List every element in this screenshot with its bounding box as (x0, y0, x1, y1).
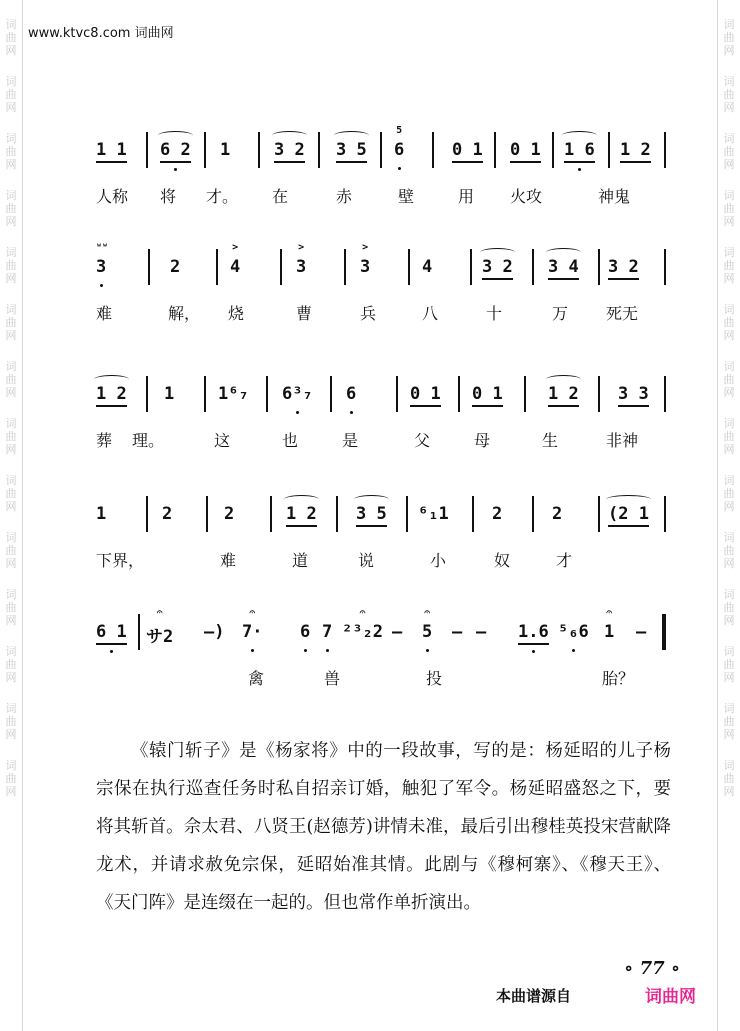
lyric-text: 用 (458, 187, 475, 206)
note-group (224, 504, 234, 524)
score-line (96, 372, 666, 464)
note-group (548, 257, 579, 280)
note-text: 3 (96, 257, 107, 277)
watermark-text: 词 曲 网 (723, 18, 735, 57)
note-group (220, 140, 230, 160)
watermark-text: 词 曲 网 (5, 474, 17, 513)
note-group (96, 242, 109, 277)
barline (664, 249, 666, 285)
barline (146, 132, 148, 168)
octave-dot-below (398, 167, 401, 170)
octave-dot-below (350, 411, 353, 414)
note-group (510, 140, 541, 163)
lyric-text: 难 (220, 551, 237, 570)
lyric-text: 八 (422, 304, 439, 323)
barline (258, 132, 260, 168)
lyric-text: 禽 (248, 669, 265, 688)
note-text: 6 (300, 622, 311, 642)
note-group (274, 140, 305, 163)
lyric-text: 说 (358, 551, 375, 570)
barline (494, 132, 496, 168)
notation-row (96, 372, 666, 412)
note-group (336, 140, 367, 163)
ornament-mark: 𝄐 (606, 607, 612, 618)
watermark-text: 词 曲 网 (5, 189, 17, 228)
right-watermark-strip (717, 0, 740, 1031)
note-text: 2 (552, 504, 563, 524)
note-text: 1 6 (564, 140, 595, 160)
watermark-text: 词 曲 网 (723, 531, 735, 570)
slur-mark (334, 131, 369, 140)
note-text: – (476, 622, 487, 642)
note-text: – (392, 622, 403, 642)
note-text: 1⁶₇ (218, 384, 249, 404)
ornament-mark: ʷʷ (96, 242, 109, 253)
lyric-text: 兽 (324, 669, 341, 688)
note-text: 7· (242, 622, 263, 642)
octave-dot-below (296, 411, 299, 414)
note-group (558, 622, 589, 642)
lyric-text: 下界， (96, 551, 145, 570)
note-text: 1 1 (96, 140, 127, 160)
note-text: (2 1 (608, 504, 649, 524)
barline (146, 496, 148, 532)
note-group (230, 242, 241, 277)
barline (336, 496, 338, 532)
ornament-mark: 𝄐 (359, 607, 366, 618)
notation-row (96, 607, 666, 650)
octave-dot-below (426, 649, 429, 652)
barline (598, 376, 600, 412)
watermark-text: 词 曲 网 (5, 417, 17, 456)
watermark-text: 词 曲 网 (5, 531, 17, 570)
lyric-text: 父 (414, 431, 431, 450)
watermark-text: 词 曲 网 (723, 759, 735, 798)
note-group (360, 242, 371, 277)
lyric-text: 万 (552, 304, 569, 323)
note-text: 1 2 (286, 504, 317, 524)
note-group (482, 257, 513, 280)
score-line (96, 607, 666, 702)
barline (396, 376, 398, 412)
barline (532, 496, 534, 532)
note-text: 3 5 (336, 140, 367, 160)
note-text: 3 5 (356, 504, 387, 524)
note-text: 6 1 (96, 622, 127, 642)
ornament-mark: > (298, 242, 305, 253)
octave-dot-below (100, 284, 103, 287)
note-group (422, 607, 433, 642)
note-text: 3 2 (608, 257, 639, 277)
slur-mark (354, 495, 389, 504)
note-group (608, 257, 639, 280)
watermark-text: 词 曲 网 (723, 132, 735, 171)
note-group (346, 384, 356, 404)
barline (524, 376, 526, 412)
note-text: 2 (162, 504, 173, 524)
site-url[interactable]: www.ktvc8.com 词曲网 (28, 26, 174, 41)
lyric-text: 兵 (360, 304, 377, 323)
note-text: 1 (164, 384, 175, 404)
slur-mark (480, 248, 515, 257)
note-text: ⁵₆6 (558, 622, 589, 642)
barline (330, 376, 332, 412)
note-group (96, 504, 106, 524)
barline (598, 249, 600, 285)
lyric-text: 胎？ (602, 669, 635, 688)
note-group (620, 140, 651, 163)
note-text: 1 2 (620, 140, 651, 160)
lyric-text: 死无 (606, 304, 639, 323)
lyric-text: 投 (426, 669, 443, 688)
octave-dot-below (110, 650, 113, 653)
watermark-text: 词 曲 网 (723, 417, 735, 456)
barline (472, 496, 474, 532)
note-text: 3 (360, 257, 371, 277)
note-group (242, 607, 263, 642)
barline (380, 132, 382, 168)
barline (458, 376, 460, 412)
lyric-text: 道 (292, 551, 309, 570)
note-text: 0 1 (452, 140, 483, 160)
watermark-text: 词 曲 网 (723, 303, 735, 342)
lyrics-row (96, 184, 666, 210)
note-text: 6³₇ (282, 384, 313, 404)
barline (408, 249, 410, 285)
lyric-text: 才 (556, 551, 573, 570)
barline (608, 132, 610, 168)
note-group (322, 622, 332, 642)
note-group (608, 504, 649, 527)
note-text: 4 (230, 257, 241, 277)
lyric-text: 在 (272, 187, 289, 206)
note-text: サ2 (146, 627, 174, 647)
lyric-text: 曹 (296, 304, 313, 323)
lyric-text: 非神 (606, 431, 639, 450)
note-text: 2 (492, 504, 503, 524)
notation-row (96, 125, 666, 168)
note-group (492, 504, 502, 524)
slur-mark (158, 131, 193, 140)
barline (664, 496, 666, 532)
notation-row (96, 242, 666, 285)
watermark-text: 词 曲 网 (723, 246, 735, 285)
note-group (394, 125, 405, 160)
watermark-text: 词 曲 网 (5, 645, 17, 684)
barline (204, 376, 206, 412)
lyric-text: 烧 (228, 304, 245, 323)
note-text: 1 2 (96, 384, 127, 404)
barline (146, 376, 148, 412)
note-text: 3 2 (274, 140, 305, 160)
note-group (552, 504, 562, 524)
lyrics-row (96, 548, 666, 574)
watermark-text: 词 曲 网 (723, 474, 735, 513)
score-line (96, 492, 666, 584)
description-paragraph: 《辕门斩子》是《杨家将》中的一段故事，写的是：杨延昭的儿子杨宗保在执行巡查任务时私自招亲订婚，触犯了军令。杨延昭盛怒之下，要将其斩首。佘太君、八贤王(赵德芳)讲情未准，最后引出穆桂英投宋营献降龙术，并请求赦免宗保，延昭始准其情。此剧与《穆柯寨》、《穆天王》、《天门阵》是连缀在一起的。但也常作单折演出。 (96, 741, 671, 913)
note-group (96, 622, 127, 645)
octave-dot-below (578, 168, 581, 171)
note-group (422, 257, 432, 277)
ornament-mark: > (232, 242, 239, 253)
lyric-text: 葬 (96, 431, 113, 450)
barline (206, 496, 208, 532)
note-group (146, 607, 174, 647)
note-group (300, 622, 310, 642)
octave-dot-below (304, 649, 307, 652)
note-group (286, 504, 317, 527)
lyric-text: 生 (542, 431, 559, 450)
lyric-text: 才。 (206, 187, 239, 206)
slur-mark (546, 375, 581, 384)
footer-brand-logo[interactable]: 词曲网 (645, 987, 696, 1007)
slur-mark (606, 495, 651, 504)
note-text: 1 (220, 140, 231, 160)
lyrics-row (96, 428, 666, 454)
lyrics-row (96, 301, 666, 327)
barline (532, 249, 534, 285)
note-text: – (452, 622, 463, 642)
ornament-mark: 5 (396, 125, 403, 136)
watermark-text: 词 曲 网 (5, 588, 17, 627)
watermark-text: 词 曲 网 (5, 132, 17, 171)
note-text: –) (204, 622, 225, 642)
note-group (618, 384, 649, 407)
note-group (548, 384, 579, 407)
lyric-text: 理。 (132, 431, 165, 450)
note-text: 3 3 (618, 384, 649, 404)
watermark-text: 词 曲 网 (5, 702, 17, 741)
lyric-text: 解， (168, 304, 201, 323)
lyric-text: 壁 (398, 187, 415, 206)
note-text: ²³₂2 (342, 622, 383, 642)
barline (664, 132, 666, 168)
note-text: ⁶₁1 (418, 504, 449, 524)
footer-source-label: 本曲谱源自 (496, 987, 572, 1005)
ornament-mark: 𝄐 (249, 607, 256, 618)
note-text: 3 2 (482, 257, 513, 277)
note-text: 6 2 (160, 140, 191, 160)
note-text: 4 (422, 257, 433, 277)
lyric-text: 是 (342, 431, 359, 450)
lyric-text: 赤 (336, 187, 353, 206)
note-text: 5 (422, 622, 433, 642)
note-group (282, 384, 313, 404)
lyric-text: 小 (430, 551, 447, 570)
barline (470, 249, 472, 285)
note-group (636, 622, 646, 642)
note-group (342, 607, 383, 642)
note-text: 0 1 (510, 140, 541, 160)
octave-dot-below (174, 168, 177, 171)
octave-dot-below (251, 649, 254, 652)
watermark-text: 词 曲 网 (5, 360, 17, 399)
octave-dot-below (532, 650, 535, 653)
note-text: 0 1 (410, 384, 441, 404)
note-group (604, 607, 615, 642)
slur-mark (272, 131, 307, 140)
watermark-text: 词 曲 网 (5, 18, 17, 57)
page-number: ∘ 77 ∘ (624, 958, 681, 979)
note-group (204, 622, 224, 642)
note-text: 1 (604, 622, 615, 642)
note-text: 1.6 (518, 622, 549, 642)
note-group (356, 504, 387, 527)
note-group (170, 257, 180, 277)
score-line (96, 242, 666, 337)
lyric-text: 火攻 (510, 187, 543, 206)
barline (598, 496, 600, 532)
barline (432, 132, 434, 168)
barline (280, 249, 282, 285)
score-line (96, 125, 666, 220)
note-group (472, 384, 503, 407)
note-group (160, 140, 191, 163)
note-text: 7 (322, 622, 333, 642)
watermark-text: 词 曲 网 (723, 75, 735, 114)
note-text: 3 4 (548, 257, 579, 277)
ornament-mark: > (362, 242, 369, 253)
note-text: 1 2 (548, 384, 579, 404)
barline (552, 132, 554, 168)
slur-mark (562, 131, 597, 140)
barline (204, 132, 206, 168)
note-group (218, 384, 249, 404)
lyric-text: 人称 (96, 187, 129, 206)
note-group (96, 140, 127, 163)
note-group (410, 384, 441, 407)
note-group (296, 242, 307, 277)
note-text: – (636, 622, 647, 642)
slur-mark (94, 375, 129, 384)
barline (148, 249, 150, 285)
barline (266, 376, 268, 412)
lyric-text: 难 (96, 304, 113, 323)
slur-mark (546, 248, 581, 257)
lyric-text: 将 (160, 187, 177, 206)
watermark-text: 词 曲 网 (723, 189, 735, 228)
final-barline (662, 614, 666, 650)
lyric-text: 十 (486, 304, 503, 323)
octave-dot-below (326, 649, 329, 652)
lyric-text: 母 (474, 431, 491, 450)
note-group (96, 384, 127, 407)
ornament-mark: 𝄐 (424, 607, 430, 618)
notation-row (96, 492, 666, 532)
watermark-text: 词 曲 网 (723, 588, 735, 627)
barline (270, 496, 272, 532)
note-group (392, 622, 402, 642)
barline (406, 496, 408, 532)
note-text: 2 (170, 257, 181, 277)
ornament-mark: 𝄐 (156, 607, 163, 618)
note-text: 1 (96, 504, 107, 524)
barline (216, 249, 218, 285)
barline (344, 249, 346, 285)
note-group (452, 140, 483, 163)
note-text: 3 (296, 257, 307, 277)
note-group (518, 622, 549, 645)
note-group (452, 622, 462, 642)
note-text: 2 (224, 504, 235, 524)
watermark-text: 词 曲 网 (723, 360, 735, 399)
watermark-text: 词 曲 网 (5, 759, 17, 798)
lyric-text: 奴 (494, 551, 511, 570)
note-group (162, 504, 172, 524)
slur-mark (284, 495, 319, 504)
note-group (476, 622, 486, 642)
note-group (164, 384, 174, 404)
watermark-text: 词 曲 网 (723, 645, 735, 684)
note-group (564, 140, 595, 163)
lyric-text: 也 (282, 431, 299, 450)
note-text: 0 1 (472, 384, 503, 404)
note-text: 6 (394, 140, 405, 160)
lyric-text: 神鬼 (598, 187, 631, 206)
left-watermark-strip (0, 0, 23, 1031)
note-group (418, 504, 449, 524)
lyric-text: 这 (214, 431, 231, 450)
barline (664, 376, 666, 412)
lyrics-row (96, 666, 666, 692)
watermark-text: 词 曲 网 (5, 246, 17, 285)
barline (138, 614, 140, 650)
note-text: 6 (346, 384, 357, 404)
octave-dot-below (572, 649, 575, 652)
watermark-text: 词 曲 网 (723, 702, 735, 741)
watermark-text: 词 曲 网 (5, 75, 17, 114)
barline (318, 132, 320, 168)
watermark-text: 词 曲 网 (5, 303, 17, 342)
